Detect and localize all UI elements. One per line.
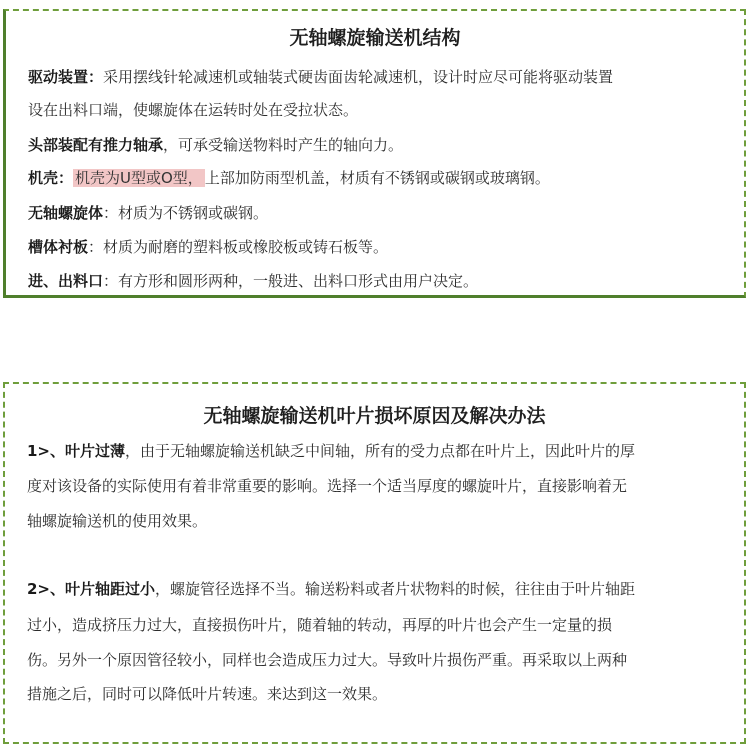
liner-line	[28, 236, 388, 257]
item2-line-3	[27, 649, 627, 670]
screw-line	[28, 202, 268, 223]
item2-label: 2>、叶片轴距过小	[27, 580, 156, 598]
item1-line-1	[27, 440, 635, 461]
structure-title: 无轴螺旋输送机结构	[289, 27, 461, 49]
drive-text-2: 设在出料口端，使螺旋体在运转时处在受拉状态。	[28, 101, 359, 119]
structure-panel	[3, 9, 746, 298]
item2-text-1: ，螺旋管径选择不当。输送粉料或者片状物料的时候，往往由于叶片轴距	[155, 580, 636, 598]
item2-text-2: 过小，造成挤压力过大，直接损伤叶片，随着轴的转动，再厚的叶片也会产生一定量的损	[27, 616, 613, 634]
item1-text-1: ，由于无轴螺旋输送机缺乏中间轴，所有的受力点都在叶片上，因此叶片的厚	[125, 442, 636, 460]
item1-line-2	[27, 475, 627, 496]
item1-text-3: 轴螺旋输送机的使用效果。	[27, 512, 208, 530]
head-text: ，可承受输送物料时产生的轴向力。	[163, 136, 404, 154]
drive-label: 驱动装置：	[28, 68, 104, 86]
item1-text-2: 度对该设备的实际使用有着非常重要的影响。选择一个适当厚度的螺旋叶片，直接影响着无	[27, 477, 628, 495]
screw-label: 无轴螺旋体	[28, 204, 104, 222]
drive-line-1	[28, 66, 613, 87]
casing-text: 上部加防雨型机盖，材质有不锈钢或碳钢或玻璃钢。	[204, 169, 550, 187]
liner-text: ：材质为耐磨的塑料板或橡胶板或铸石板等。	[88, 238, 389, 256]
drive-line-2	[28, 99, 358, 120]
casing-line	[28, 167, 550, 188]
item2-text-3: 伤。另外一个原因管径较小，同样也会造成压力过大。导致叶片损伤严重。再采取以上两种	[27, 651, 628, 669]
item2-text-4: 措施之后，同时可以降低叶片转速。来达到这一效果。	[27, 685, 388, 703]
liner-label: 槽体衬板	[28, 238, 89, 256]
blade-damage-title: 无轴螺旋输送机叶片损坏原因及解决办法	[203, 405, 546, 427]
casing-label: 机壳：	[28, 169, 74, 187]
item2-line-2	[27, 614, 612, 635]
item1-line-3	[27, 510, 207, 531]
item2-line-4	[27, 683, 387, 704]
drive-text-1: 采用摆线针轮减速机或轴装式硬齿面齿轮减速机，设计时应尽可能将驱动装置	[103, 68, 614, 86]
item1-label: 1>、叶片过薄	[27, 442, 126, 460]
head-line	[28, 134, 403, 155]
port-line	[28, 270, 478, 291]
item2-line-1	[27, 578, 635, 599]
port-text: ：有方形和圆形两种，一般进、出料口形式由用户决定。	[103, 272, 479, 290]
head-bold: 头部装配有推力轴承	[28, 136, 164, 154]
blade-damage-panel	[3, 382, 746, 744]
port-label: 进、出料口	[28, 272, 104, 290]
screw-text: ：材质为不锈钢或碳钢。	[103, 204, 269, 222]
casing-highlight: 机壳为U型或O型，	[75, 169, 203, 187]
